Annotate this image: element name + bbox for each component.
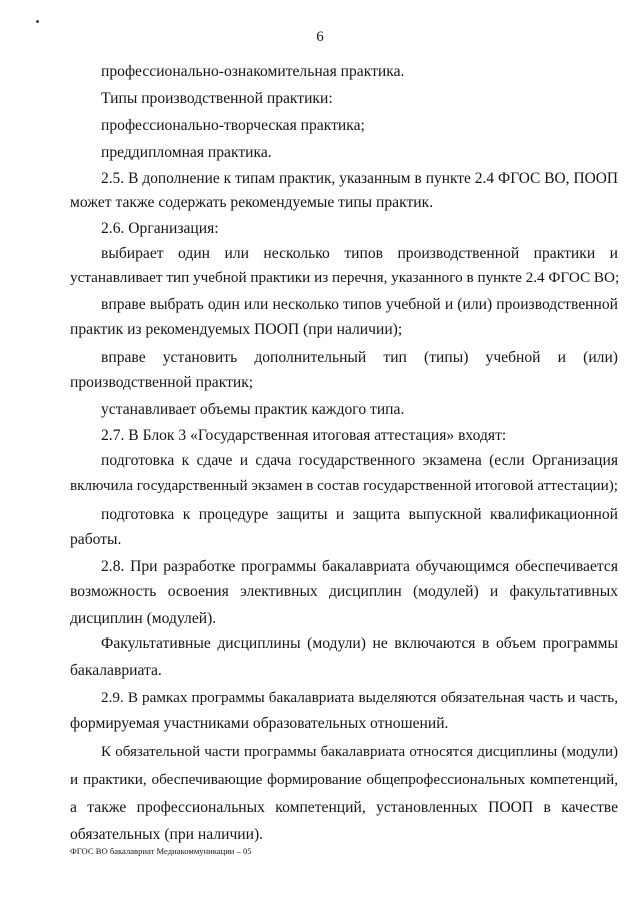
text-line: преддипломная практика. (101, 144, 272, 161)
text-line: обязательных (при наличии). (70, 826, 264, 843)
text-line: Факультативные дисциплины (модули) не включаются в объем программы (101, 635, 618, 652)
text-line: 2.9. В рамках программы бакалавриата выделяются обязательная часть и часть, (101, 689, 618, 706)
text-line: а также профессиональных компетенций, установленных ПООП в качестве (70, 799, 618, 816)
text-line: производственной практик; (70, 374, 254, 391)
text-line: и практики, обеспечивающие формирование общепрофессиональных компетенций, (70, 771, 618, 788)
text-line: бакалавриата. (70, 662, 162, 679)
text-line: подготовка к сдаче и сдача государственного экзамена (если Организация (101, 452, 618, 469)
text-line: практик из рекомендуемых ПООП (при наличии); (70, 321, 403, 338)
text-line: устанавливает тип учебной практики из перечня, указанного в пункте 2.4 ФГОС ВО; (70, 269, 620, 286)
text-line: работы. (70, 531, 122, 548)
text-line: К обязательной части программы бакалавриата относятся дисциплины (модули) (101, 744, 618, 760)
text-line: профессионально-творческая практика; (101, 117, 365, 134)
text-line: 2.5. В дополнение к типам практик, указанным в пункте 2.4 ФГОС ВО, ПООП (101, 170, 618, 187)
text-line: профессионально-ознакомительная практика. (101, 63, 405, 80)
text-line: 2.8. При разработке программы бакалавриата обучающимся обеспечивается (101, 558, 618, 575)
text-line: выбирает один или несколько типов производственной практики и (101, 245, 618, 262)
scan-speck (36, 20, 39, 23)
page-number: 6 (316, 29, 324, 45)
text-line: 2.7. В Блок 3 «Государственная итоговая аттестация» входят: (101, 427, 507, 444)
text-line: вправе выбрать один или несколько типов учебной и (или) производственной (101, 296, 618, 313)
text-line: формируемая участниками образовательных отношений. (70, 715, 449, 732)
text-line: возможность освоения элективных дисциплин (модулей) и факультативных (70, 583, 618, 600)
text-line: подготовка к процедуре защиты и защита выпускной квалификационной (101, 506, 618, 523)
text-line: включила государственный экзамен в состав государственной итоговой аттестации); (70, 477, 619, 494)
page-footer: ФГОС ВО бакалавриат Медиакоммуникации – 05 (70, 846, 252, 856)
text-line: устанавливает объемы практик каждого типа. (101, 401, 405, 418)
text-line: вправе установить дополнительный тип (типы) учебной и (или) (101, 349, 618, 366)
text-line: может также содержать рекомендуемые типы практик. (70, 194, 434, 211)
text-line: Типы производственной практики: (101, 90, 333, 107)
text-line: дисциплин (модулей). (70, 610, 217, 627)
text-line: 2.6. Организация: (101, 220, 219, 237)
